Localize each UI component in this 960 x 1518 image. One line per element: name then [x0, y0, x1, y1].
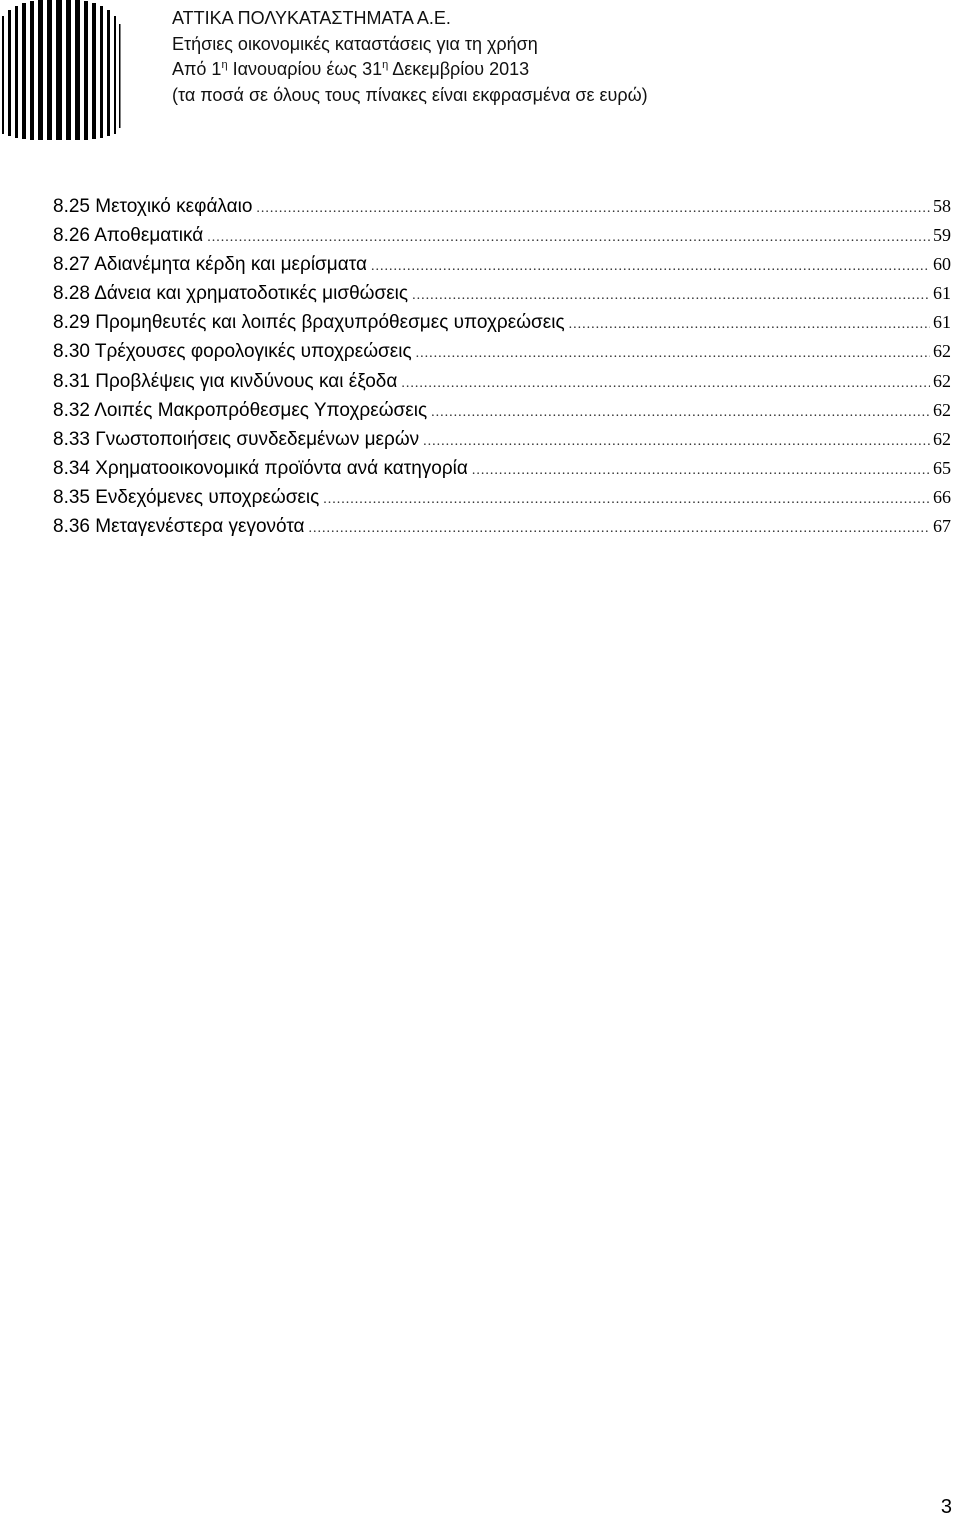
toc-entry[interactable]: [53, 192, 951, 221]
company-name: ΑΤΤΙΚΑ ΠΟΛΥΚΑΤΑΣΤΗΜΑΤΑ Α.Ε.: [172, 8, 451, 28]
toc-entry-page: 62: [933, 341, 951, 362]
toc-entry[interactable]: [53, 279, 951, 308]
toc-entry-page: 62: [933, 399, 951, 420]
toc-dot-leader: [401, 369, 930, 398]
toc-entry-page: 59: [933, 225, 951, 246]
page-number: 3: [940, 1496, 952, 1518]
toc-dot-leader: [207, 223, 930, 252]
toc-dot-leader: [323, 485, 930, 514]
document-header: [172, 6, 932, 108]
toc-entry-label: 8.28 Δάνεια και χρηματοδοτικές μισθώσεις: [53, 283, 409, 305]
currency-note: (τα ποσά σε όλους τους πίνακες είναι εκφρασμένα σε ευρώ): [172, 84, 648, 105]
toc-dot-leader: [569, 310, 930, 339]
toc-entry[interactable]: [53, 367, 951, 396]
period-middle: Ιανουαρίου έως 31: [227, 59, 383, 79]
toc-entry[interactable]: [53, 221, 951, 250]
toc-entry-page: 66: [933, 486, 951, 507]
toc-entry-label: 8.36 Μεταγενέστερα γεγονότα: [53, 516, 305, 538]
toc-entry-page: 61: [933, 312, 951, 333]
toc-entry-page: 65: [933, 457, 951, 478]
period-prefix: Από 1: [172, 59, 222, 79]
toc-entry[interactable]: [53, 308, 951, 337]
toc-entry-page: 58: [933, 196, 951, 216]
toc-dot-leader: [423, 427, 930, 456]
toc-entry-label: 8.25 Μετοχικό κεφάλαιο: [53, 196, 253, 217]
toc-entry[interactable]: [53, 483, 951, 512]
toc-entry-page: 67: [933, 516, 951, 537]
toc-dot-leader: [309, 514, 930, 543]
toc-entry[interactable]: [53, 454, 951, 483]
toc-entry-label: 8.34 Χρηματοοικονομικά προϊόντα ανά κατηγορία: [53, 457, 468, 479]
toc-dot-leader: [472, 456, 930, 485]
toc-entry-label: 8.29 Προμηθευτές και λοιπές βραχυπρόθεσμες υποχρεώσεις: [53, 312, 565, 334]
toc-dot-leader: [256, 194, 930, 223]
toc-entry-label: 8.35 Ενδεχόμενες υποχρεώσεις: [53, 486, 320, 508]
toc-entry-page: 61: [933, 283, 951, 304]
toc-dot-leader: [416, 339, 930, 368]
toc-entry-page: 62: [933, 428, 951, 449]
toc-entry-label: 8.27 Αδιανέμητα κέρδη και μερίσματα: [53, 254, 367, 276]
attica-logo-icon: [0, 0, 122, 140]
toc-entry-label: 8.30 Τρέχουσες φορολογικές υποχρεώσεις: [53, 341, 412, 363]
report-subtitle: Ετήσιες οικονομικές καταστάσεις για τη χρήση: [172, 33, 538, 54]
period-suffix: Δεκεμβρίου 2013: [388, 59, 530, 79]
toc-entry[interactable]: [53, 250, 951, 279]
toc-dot-leader: [371, 252, 930, 281]
period-superscript-1: η: [221, 59, 228, 71]
toc-entry-page: 60: [933, 254, 951, 275]
toc-dot-leader: [431, 398, 930, 427]
toc-entry-label: 8.26 Αποθεματικά: [53, 225, 204, 247]
toc-entry[interactable]: [53, 512, 951, 541]
toc-entry[interactable]: [53, 425, 951, 454]
table-of-contents: [53, 192, 951, 541]
toc-entry[interactable]: [53, 396, 951, 425]
report-period: [172, 57, 932, 83]
toc-entry-label: 8.33 Γνωστοποιήσεις συνδεδεμένων μερών: [53, 428, 420, 450]
toc-entry-label: 8.32 Λοιπές Μακροπρόθεσμες Υποχρεώσεις: [53, 399, 428, 421]
period-superscript-2: η: [382, 59, 389, 71]
toc-entry-label: 8.31 Προβλέψεις για κινδύνους και έξοδα: [53, 370, 398, 392]
toc-dot-leader: [412, 281, 930, 310]
toc-entry-page: 62: [933, 370, 951, 391]
toc-entry[interactable]: [53, 337, 951, 366]
